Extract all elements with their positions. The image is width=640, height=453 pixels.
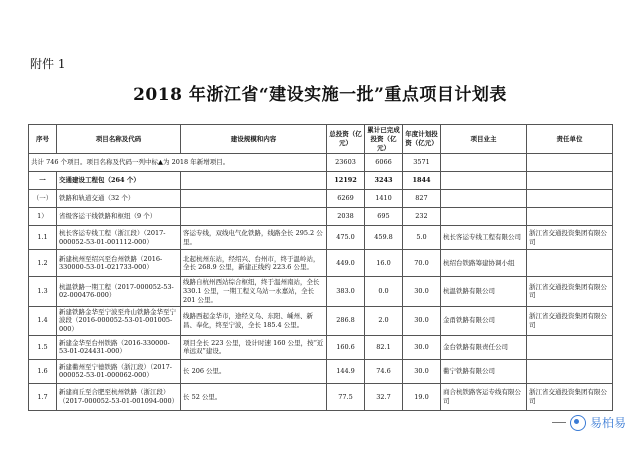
row-total: 383.0 xyxy=(327,277,365,306)
row-total: 144.9 xyxy=(327,359,365,383)
row-total: 2038 xyxy=(327,208,365,226)
row-scale: 长 206 公里。 xyxy=(181,359,327,383)
row-total: 475.0 xyxy=(327,226,365,250)
row-scale: 长 52 公里。 xyxy=(181,383,327,410)
row-seq: 1.6 xyxy=(29,359,57,383)
row-total: 449.0 xyxy=(327,250,365,277)
row-owner: 金台铁路有限责任公司 xyxy=(441,335,527,359)
row-unit xyxy=(527,250,613,277)
header-annual: 年度计划投资（亿元） xyxy=(403,125,441,154)
row-name: 铁路和轨道交通（32 个） xyxy=(57,190,181,208)
summary-cumulative: 6066 xyxy=(365,154,403,172)
row-unit: 浙江省交通投资集团有限公司 xyxy=(527,277,613,306)
row-owner xyxy=(441,172,527,190)
row-seq: 1） xyxy=(29,208,57,226)
row-total: 286.8 xyxy=(327,306,365,335)
row-total: 6269 xyxy=(327,190,365,208)
table-row xyxy=(29,335,613,359)
row-unit xyxy=(527,359,613,383)
watermark xyxy=(552,414,626,431)
table-row xyxy=(29,277,613,306)
row-cumulative: 16.0 xyxy=(365,250,403,277)
row-seq: 1.7 xyxy=(29,383,57,410)
row-name: 新建铁路金华至宁波至舟山铁路金华至宁波段（2016-000052-53-01-001005-000） xyxy=(57,306,181,335)
table-row xyxy=(29,190,613,208)
project-plan-table xyxy=(28,124,613,411)
summary-annual: 3571 xyxy=(403,154,441,172)
row-annual: 30.0 xyxy=(403,277,441,306)
row-cumulative: 2.0 xyxy=(365,306,403,335)
row-total: 160.6 xyxy=(327,335,365,359)
attachment-label: 附件 1 xyxy=(30,57,66,71)
row-annual: 30.0 xyxy=(403,359,441,383)
row-scale xyxy=(181,208,327,226)
table-row xyxy=(29,306,613,335)
row-unit: 浙江省交通投资集团有限公司 xyxy=(527,383,613,410)
header-name: 项目名称及代码 xyxy=(57,125,181,154)
watermark-dash xyxy=(552,422,566,423)
row-owner: 杭长客运专线工程有限公司 xyxy=(441,226,527,250)
row-seq: 一 xyxy=(29,172,57,190)
row-seq: 1.1 xyxy=(29,226,57,250)
row-owner xyxy=(441,208,527,226)
row-annual: 19.0 xyxy=(403,383,441,410)
row-cumulative: 3243 xyxy=(365,172,403,190)
header-scale: 建设规模和内容 xyxy=(181,125,327,154)
header-unit: 责任单位 xyxy=(527,125,613,154)
row-owner xyxy=(441,190,527,208)
watermark-text: 易柏易 xyxy=(589,416,626,430)
row-cumulative: 1410 xyxy=(365,190,403,208)
row-cumulative: 459.8 xyxy=(365,226,403,250)
row-name: 杭温铁路一期工程（2017-000052-53-02-000476-000） xyxy=(57,277,181,306)
row-total: 12192 xyxy=(327,172,365,190)
row-name: 交通建设工程包（264 个） xyxy=(57,172,181,190)
row-annual: 70.0 xyxy=(403,250,441,277)
summary-row xyxy=(29,154,613,172)
page-title: 2018 年浙江省“建设实施一批”重点项目计划表 xyxy=(133,85,507,105)
row-annual: 30.0 xyxy=(403,335,441,359)
row-cumulative: 32.7 xyxy=(365,383,403,410)
row-cumulative: 74.6 xyxy=(365,359,403,383)
row-owner: 杭绍台铁路筹建协调小组 xyxy=(441,250,527,277)
row-annual: 1844 xyxy=(403,172,441,190)
row-name: 省级客运干线铁路和枢纽（9 个） xyxy=(57,208,181,226)
row-seq: 1.3 xyxy=(29,277,57,306)
row-total: 77.5 xyxy=(327,383,365,410)
row-cumulative: 82.1 xyxy=(365,335,403,359)
table-row xyxy=(29,208,613,226)
summary-text: 共计 746 个项目。项目名称及代码一列中标▲为 2018 年新增项目。 xyxy=(29,154,327,172)
row-scale: 线路自杭州西站综合枢纽，终于温州南站，全长 330.1 公里，一期工程义乌站一永嘉站，全长 201 公里。 xyxy=(181,277,327,306)
row-owner: 衢宁铁路有限公司 xyxy=(441,359,527,383)
row-scale: 北起杭州东站，经绍兴、台州市，终于温岭站，全长 268.9 公里，新建正线约 223.6 公里。 xyxy=(181,250,327,277)
row-owner: 商合杭铁路客运专线有限公司 xyxy=(441,383,527,410)
row-scale xyxy=(181,172,327,190)
header-total: 总投资（亿元） xyxy=(327,125,365,154)
row-seq: （一） xyxy=(29,190,57,208)
wechat-logo-icon xyxy=(570,415,586,431)
row-unit: 浙江省交通投资集团有限公司 xyxy=(527,226,613,250)
row-unit xyxy=(527,335,613,359)
row-name: 新建杭州至绍兴至台州铁路（2016-330000-53-01-021733-000） xyxy=(57,250,181,277)
row-name: 新建金华至台州铁路（2016-330000-53-01-024431-000） xyxy=(57,335,181,359)
header-owner: 项目业主 xyxy=(441,125,527,154)
row-scale: 线路西起金华市，途经义乌、东阳、嵊州、新昌、奉化，终至宁波，全长 185.4 公里。 xyxy=(181,306,327,335)
row-unit xyxy=(527,172,613,190)
row-owner: 金甬铁路有限公司 xyxy=(441,306,527,335)
row-annual: 30.0 xyxy=(403,306,441,335)
row-scale: 项目全长 223 公里，设计时速 160 公里，按“近单远双”建设。 xyxy=(181,335,327,359)
row-unit xyxy=(527,190,613,208)
row-scale: 客运专线，双线电气化铁路，线路全长 295.2 公里。 xyxy=(181,226,327,250)
table-row xyxy=(29,359,613,383)
row-cumulative: 0.0 xyxy=(365,277,403,306)
row-owner: 杭温铁路有限公司 xyxy=(441,277,527,306)
row-name: 新建商丘至合肥至杭州铁路（浙江段）（2017-000052-53-01-001094-000） xyxy=(57,383,181,410)
row-scale xyxy=(181,190,327,208)
header-cumulative: 累计已完成投资（亿元） xyxy=(365,125,403,154)
summary-total: 23603 xyxy=(327,154,365,172)
row-seq: 1.2 xyxy=(29,250,57,277)
row-annual: 827 xyxy=(403,190,441,208)
row-unit xyxy=(527,208,613,226)
row-name: 杭长客运专线工程（浙江段）（2017-000052-53-01-001112-000） xyxy=(57,226,181,250)
row-name: 新建衢州至宁德铁路（浙江段）（2017-000052-53-01-000062-000） xyxy=(57,359,181,383)
table-row xyxy=(29,250,613,277)
row-cumulative: 695 xyxy=(365,208,403,226)
row-annual: 5.0 xyxy=(403,226,441,250)
row-seq: 1.4 xyxy=(29,306,57,335)
table-row xyxy=(29,172,613,190)
row-unit: 浙江省交通投资集团有限公司 xyxy=(527,306,613,335)
row-annual: 232 xyxy=(403,208,441,226)
table-row xyxy=(29,226,613,250)
table-header-row xyxy=(29,125,613,154)
table-row xyxy=(29,383,613,410)
row-seq: 1.5 xyxy=(29,335,57,359)
header-seq: 序号 xyxy=(29,125,57,154)
